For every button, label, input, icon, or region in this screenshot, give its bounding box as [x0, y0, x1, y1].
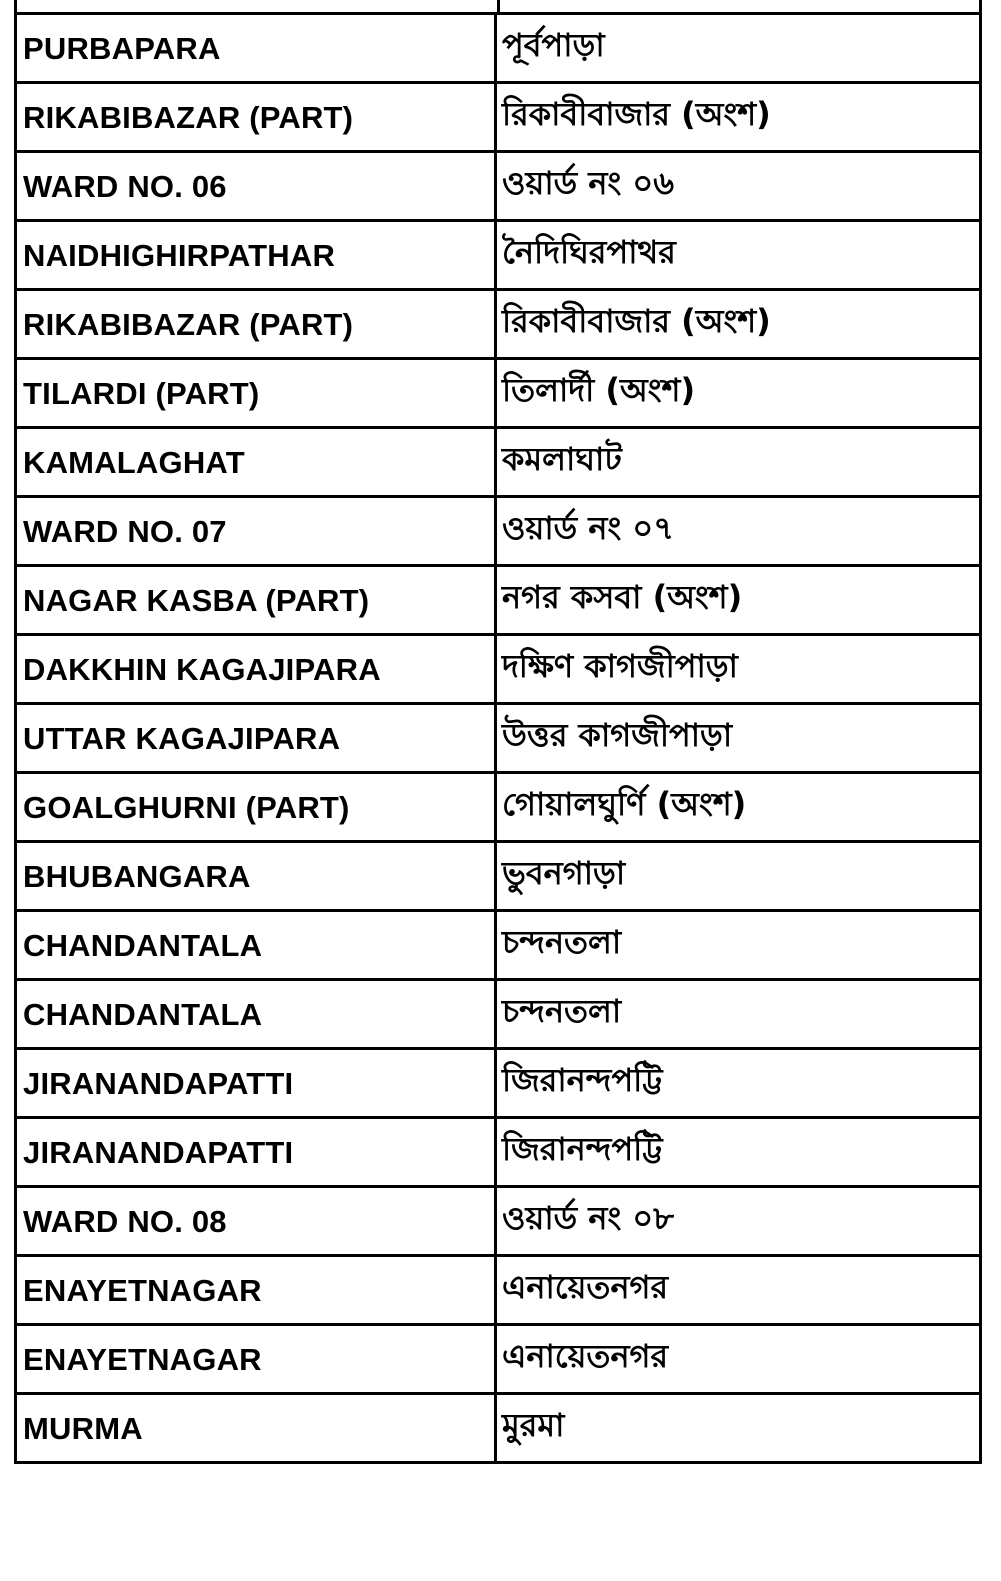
- english-name-cell: WARD NO. 06: [17, 153, 497, 219]
- bengali-name-cell: নৈদিঘিরপাথর: [502, 233, 676, 271]
- english-name-cell: ENAYETNAGAR: [17, 1257, 497, 1323]
- english-name-cell: ENAYETNAGAR: [17, 1326, 497, 1392]
- bengali-name-cell: ভুবনগাড়া: [502, 854, 626, 892]
- bengali-name-cell: ওয়ার্ড নং ০৭: [502, 509, 675, 547]
- bengali-name-cell: জিরানন্দপট্টি: [502, 1061, 663, 1099]
- bengali-name-cell: ওয়ার্ড নং ০৬: [502, 164, 675, 202]
- bengali-name-cell: রিকাবীবাজার (অংশ): [502, 95, 771, 133]
- bengali-name-cell: গোয়ালঘুর্ণি (অংশ): [502, 785, 747, 823]
- english-name-cell: CHANDANTALA: [17, 912, 497, 978]
- bengali-name-cell: মুরমা: [502, 1406, 565, 1444]
- english-name-cell: UTTAR KAGAJIPARA: [17, 705, 497, 771]
- english-name-cell: WARD NO. 07: [17, 498, 497, 564]
- table-row: [17, 1188, 979, 1257]
- table-row: [17, 1257, 979, 1326]
- english-name-cell: PURBAPARA: [17, 15, 497, 81]
- english-name-cell: RIKABIBAZAR (PART): [17, 84, 497, 150]
- bengali-name-cell: এনায়েতনগর: [502, 1337, 669, 1375]
- table-row: [17, 912, 979, 981]
- bengali-name-cell: পূর্বপাড়া: [502, 26, 605, 64]
- bengali-name-cell: নগর কসবা (অংশ): [502, 578, 743, 616]
- table-row: [17, 636, 979, 705]
- english-name-cell: JIRANANDAPATTI: [17, 1050, 497, 1116]
- english-name-cell: JIRANANDAPATTI: [17, 1119, 497, 1185]
- table-row: [17, 1326, 979, 1395]
- english-name-cell: NAGAR KASBA (PART): [17, 567, 497, 633]
- column-divider: [497, 0, 500, 12]
- table-row: [17, 843, 979, 912]
- bengali-name-cell: এনায়েতনগর: [502, 1268, 669, 1306]
- bengali-name-cell: চন্দনতলা: [502, 923, 622, 961]
- table-row: [17, 360, 979, 429]
- table-row: [17, 153, 979, 222]
- english-name-cell: RIKABIBAZAR (PART): [17, 291, 497, 357]
- table-row: [17, 1395, 979, 1464]
- bengali-name-cell: উত্তর কাগজীপাড়া: [502, 716, 733, 754]
- bengali-name-cell: ওয়ার্ড নং ০৮: [502, 1199, 674, 1237]
- bengali-name-cell: চন্দনতলা: [502, 992, 622, 1030]
- table-row: [17, 705, 979, 774]
- table-right-edge: [979, 0, 982, 12]
- table-row: [17, 84, 979, 153]
- bengali-name-cell: দক্ষিণ কাগজীপাড়া: [502, 647, 738, 685]
- english-name-cell: CHANDANTALA: [17, 981, 497, 1047]
- english-name-cell: MURMA: [17, 1395, 497, 1461]
- bengali-name-cell: রিকাবীবাজার (অংশ): [502, 302, 771, 340]
- table-row: [17, 222, 979, 291]
- table-row: [17, 774, 979, 843]
- table-row: [17, 15, 979, 84]
- table-row: [17, 429, 979, 498]
- english-name-cell: DAKKHIN KAGAJIPARA: [17, 636, 497, 702]
- table-row: [17, 981, 979, 1050]
- table-row: [17, 1119, 979, 1188]
- table-row: [17, 498, 979, 567]
- table-row: [17, 1050, 979, 1119]
- table-row: [17, 291, 979, 360]
- english-name-cell: BHUBANGARA: [17, 843, 497, 909]
- bengali-name-cell: কমলাঘাট: [502, 440, 622, 478]
- english-name-cell: TILARDI (PART): [17, 360, 497, 426]
- table-row: [17, 567, 979, 636]
- english-name-cell: NAIDHIGHIRPATHAR: [17, 222, 497, 288]
- place-name-table: [14, 12, 982, 1464]
- bengali-name-cell: জিরানন্দপট্টি: [502, 1130, 663, 1168]
- bengali-name-cell: তিলার্দী (অংশ): [502, 371, 696, 409]
- previous-row-fragment: [14, 0, 982, 12]
- english-name-cell: GOALGHURNI (PART): [17, 774, 497, 840]
- english-name-cell: WARD NO. 08: [17, 1188, 497, 1254]
- english-name-cell: KAMALAGHAT: [17, 429, 497, 495]
